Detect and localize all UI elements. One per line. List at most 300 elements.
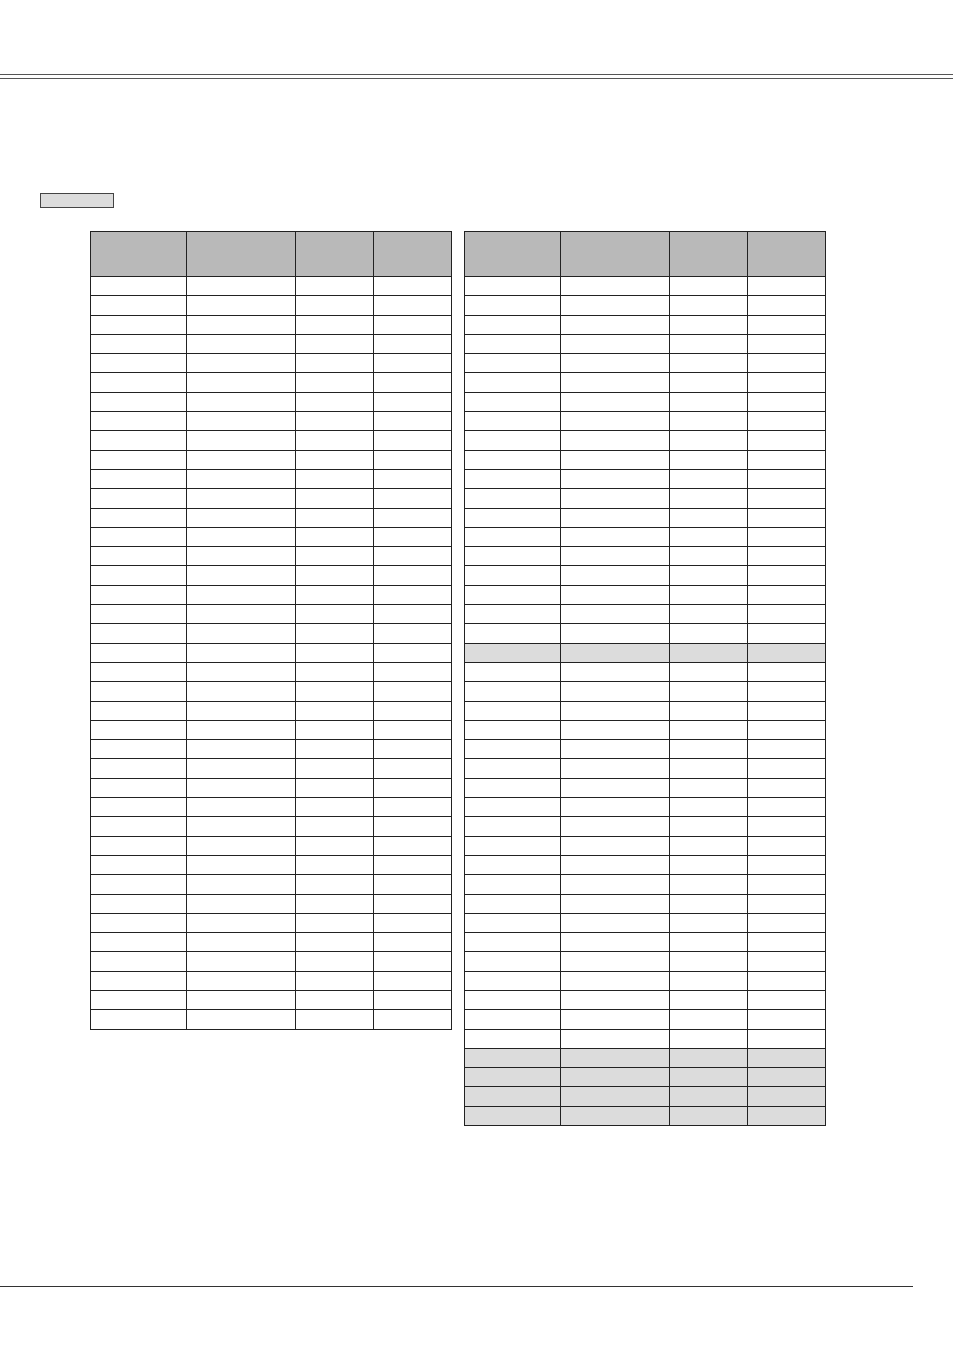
table-cell [374,508,452,527]
table-cell [374,817,452,836]
table-row [465,817,826,836]
table-cell [187,836,296,855]
table-cell [561,759,670,778]
table-cell [187,450,296,469]
table-cell [465,1048,561,1067]
table-cell [374,778,452,797]
table-cell [561,547,670,566]
table-row [465,720,826,739]
table-cell [561,933,670,952]
table-cell [91,489,187,508]
section-tab [40,193,114,208]
table-cell [296,701,374,720]
table-cell [670,894,748,913]
table-cell [561,701,670,720]
table-cell [670,798,748,817]
table-cell [374,875,452,894]
table-cell [748,1087,826,1106]
table-cell [296,373,374,392]
table-cell [296,566,374,585]
table-cell [465,315,561,334]
table-cell [748,1106,826,1125]
table-cell [187,566,296,585]
table-row [465,875,826,894]
table-cell [374,913,452,932]
table-cell [374,373,452,392]
table-cell [187,817,296,836]
table-row [465,1029,826,1048]
table-row [91,913,452,932]
table-row [91,875,452,894]
table-row [465,296,826,315]
table-cell [91,798,187,817]
table-cell [465,527,561,546]
table-cell [465,682,561,701]
table-cell [296,817,374,836]
table-cell [670,662,748,681]
table-cell [465,624,561,643]
table-cell [670,817,748,836]
table-cell [561,875,670,894]
table-cell [465,296,561,315]
table-row [91,508,452,527]
table-cell [187,315,296,334]
table-row [465,315,826,334]
table-cell [561,798,670,817]
header-rule-upper [0,74,953,75]
table-row [465,547,826,566]
table-cell [187,952,296,971]
table-row [91,392,452,411]
table-cell [561,469,670,488]
table-row [465,759,826,778]
table-cell [187,469,296,488]
table-row [465,392,826,411]
table-cell [748,585,826,604]
table-cell [465,469,561,488]
table-cell [748,527,826,546]
table-cell [374,489,452,508]
table-cell [561,990,670,1009]
table-row [91,682,452,701]
table-cell [465,740,561,759]
table-row [91,759,452,778]
table-cell [296,624,374,643]
table-cell [187,527,296,546]
column-header [187,232,296,277]
table-cell [465,855,561,874]
table-cell [91,720,187,739]
table-row [91,373,452,392]
table-cell [748,740,826,759]
table-cell [670,990,748,1009]
table-cell [91,913,187,932]
table-cell [748,817,826,836]
table-cell [91,392,187,411]
table-cell [187,990,296,1009]
table-cell [465,720,561,739]
table-cell [748,469,826,488]
table-cell [670,855,748,874]
table-cell [374,296,452,315]
table-cell [91,836,187,855]
table-cell [374,431,452,450]
column-header [374,232,452,277]
table-cell [91,431,187,450]
table-row [91,412,452,431]
table-cell [561,315,670,334]
table-cell [296,277,374,296]
table-cell [465,508,561,527]
table-cell [465,701,561,720]
table-row [465,894,826,913]
table-cell [296,527,374,546]
header-rule-lower [0,78,953,79]
table-cell [187,373,296,392]
table-header-row [465,232,826,277]
table-cell [187,701,296,720]
table-cell [91,875,187,894]
table-cell [91,643,187,662]
table-cell [465,585,561,604]
table-cell [374,412,452,431]
table-cell [296,315,374,334]
table-row [465,489,826,508]
table-cell [748,392,826,411]
table-cell [670,952,748,971]
table-cell [748,759,826,778]
table-cell [465,354,561,373]
table-cell [296,643,374,662]
table-cell [187,605,296,624]
table-cell [296,547,374,566]
table-cell [187,971,296,990]
table-cell [187,392,296,411]
table-cell [748,508,826,527]
table-cell [748,682,826,701]
spec-table-right [464,231,826,1126]
table-cell [91,759,187,778]
table-cell [670,392,748,411]
table-row [465,527,826,546]
table-cell [465,334,561,353]
table-cell [561,952,670,971]
table-row [91,933,452,952]
table-cell [296,508,374,527]
table-cell [91,990,187,1009]
table-row [465,334,826,353]
table-row [465,450,826,469]
table-cell [465,373,561,392]
table-cell [670,354,748,373]
spec-table-left [90,231,452,1030]
table-row [465,701,826,720]
table-cell [296,740,374,759]
table-cell [561,971,670,990]
table-cell [91,527,187,546]
column-header [91,232,187,277]
table-cell [296,875,374,894]
table-cell [561,778,670,797]
table-cell [296,682,374,701]
table-row [465,412,826,431]
table-row [465,1106,826,1125]
table-cell [561,720,670,739]
table-cell [91,373,187,392]
table-cell [465,277,561,296]
table-row [91,662,452,681]
table-row [465,585,826,604]
table-cell [465,1010,561,1029]
table-row [91,1010,452,1029]
table-cell [91,315,187,334]
table-cell [670,701,748,720]
table-cell [296,952,374,971]
table-cell [374,836,452,855]
table-row [91,354,452,373]
table-row [465,431,826,450]
column-header [296,232,374,277]
table-cell [561,643,670,662]
table-cell [91,508,187,527]
table-cell [296,720,374,739]
table-row [465,990,826,1009]
table-cell [561,605,670,624]
table-row [91,450,452,469]
table-cell [465,933,561,952]
table-cell [187,662,296,681]
table-cell [296,354,374,373]
table-row [465,778,826,797]
table-cell [91,817,187,836]
table-row [91,585,452,604]
table-cell [561,277,670,296]
table-cell [374,392,452,411]
table-row [465,624,826,643]
table-cell [748,643,826,662]
table-row [465,469,826,488]
table-cell [91,952,187,971]
table-cell [670,450,748,469]
table-cell [465,605,561,624]
table-cell [187,431,296,450]
table-cell [465,662,561,681]
table-cell [91,933,187,952]
table-cell [561,740,670,759]
table-cell [670,913,748,932]
table-cell [748,566,826,585]
table-cell [748,431,826,450]
table-cell [670,836,748,855]
table-cell [187,913,296,932]
column-header [670,232,748,277]
table-cell [296,933,374,952]
table-cell [561,913,670,932]
table-cell [670,508,748,527]
table-cell [465,894,561,913]
table-cell [670,740,748,759]
table-cell [187,894,296,913]
table-cell [296,605,374,624]
table-cell [465,1087,561,1106]
table-cell [296,585,374,604]
table-cell [465,759,561,778]
table-cell [748,605,826,624]
table-cell [296,990,374,1009]
table-row [465,508,826,527]
table-cell [187,720,296,739]
table-cell [187,585,296,604]
table-cell [670,1029,748,1048]
table-cell [187,855,296,874]
table-cell [748,412,826,431]
table-cell [561,1048,670,1067]
table-cell [561,1029,670,1048]
table-cell [296,759,374,778]
table-cell [374,527,452,546]
table-cell [670,547,748,566]
table-cell [561,624,670,643]
column-header [465,232,561,277]
table-row [91,566,452,585]
table-cell [561,1106,670,1125]
table-row [465,1068,826,1087]
table-cell [561,682,670,701]
table-cell [91,277,187,296]
table-cell [561,1068,670,1087]
table-cell [296,971,374,990]
column-header [561,232,670,277]
table-cell [748,952,826,971]
table-cell [374,990,452,1009]
table-cell [670,566,748,585]
table-cell [561,450,670,469]
table-cell [91,971,187,990]
table-cell [670,373,748,392]
table-cell [670,277,748,296]
table-row [465,662,826,681]
table-cell [748,296,826,315]
table-cell [670,605,748,624]
table-cell [374,682,452,701]
table-cell [91,894,187,913]
table-cell [296,392,374,411]
table-cell [374,701,452,720]
table-cell [465,875,561,894]
table-row [465,1010,826,1029]
table-cell [670,431,748,450]
table-cell [465,778,561,797]
table-cell [670,1010,748,1029]
table-cell [187,798,296,817]
table-cell [670,334,748,353]
table-cell [187,277,296,296]
table-row [91,431,452,450]
table-cell [748,547,826,566]
table-cell [187,489,296,508]
table-cell [374,740,452,759]
table-row [465,971,826,990]
table-cell [91,296,187,315]
table-cell [748,778,826,797]
table-cell [374,354,452,373]
table-cell [670,720,748,739]
table-cell [465,489,561,508]
table-cell [187,296,296,315]
table-cell [561,566,670,585]
table-cell [91,624,187,643]
table-cell [296,855,374,874]
table-cell [374,894,452,913]
table-cell [465,952,561,971]
table-cell [465,913,561,932]
table-cell [561,508,670,527]
table-row [91,624,452,643]
table-cell [465,971,561,990]
table-cell [296,913,374,932]
table-row [465,836,826,855]
table-cell [670,489,748,508]
table-row [91,894,452,913]
table-cell [670,1087,748,1106]
table-cell [374,662,452,681]
table-cell [561,894,670,913]
table-cell [748,277,826,296]
table-cell [91,450,187,469]
table-cell [748,836,826,855]
table-row [465,740,826,759]
table-row [465,682,826,701]
table-cell [561,1087,670,1106]
table-cell [670,933,748,952]
table-cell [748,624,826,643]
table-row [91,605,452,624]
table-cell [187,354,296,373]
table-cell [374,450,452,469]
table-cell [465,836,561,855]
table-cell [187,933,296,952]
table-cell [374,547,452,566]
table-cell [374,952,452,971]
table-cell [374,315,452,334]
table-cell [748,1068,826,1087]
table-cell [748,990,826,1009]
table-cell [670,971,748,990]
table-cell [670,643,748,662]
table-cell [91,469,187,488]
table-cell [374,1010,452,1029]
table-header-row [91,232,452,277]
table-cell [91,585,187,604]
table-cell [748,662,826,681]
table-cell [670,469,748,488]
table-cell [296,450,374,469]
table-cell [561,1010,670,1029]
table-cell [670,778,748,797]
table-cell [296,412,374,431]
table-cell [296,469,374,488]
table-cell [187,508,296,527]
table-cell [187,682,296,701]
table-row [465,798,826,817]
table-row [465,605,826,624]
table-row [91,527,452,546]
table-row [465,566,826,585]
table-cell [748,1029,826,1048]
table-cell [670,624,748,643]
table-cell [670,759,748,778]
table-cell [91,855,187,874]
